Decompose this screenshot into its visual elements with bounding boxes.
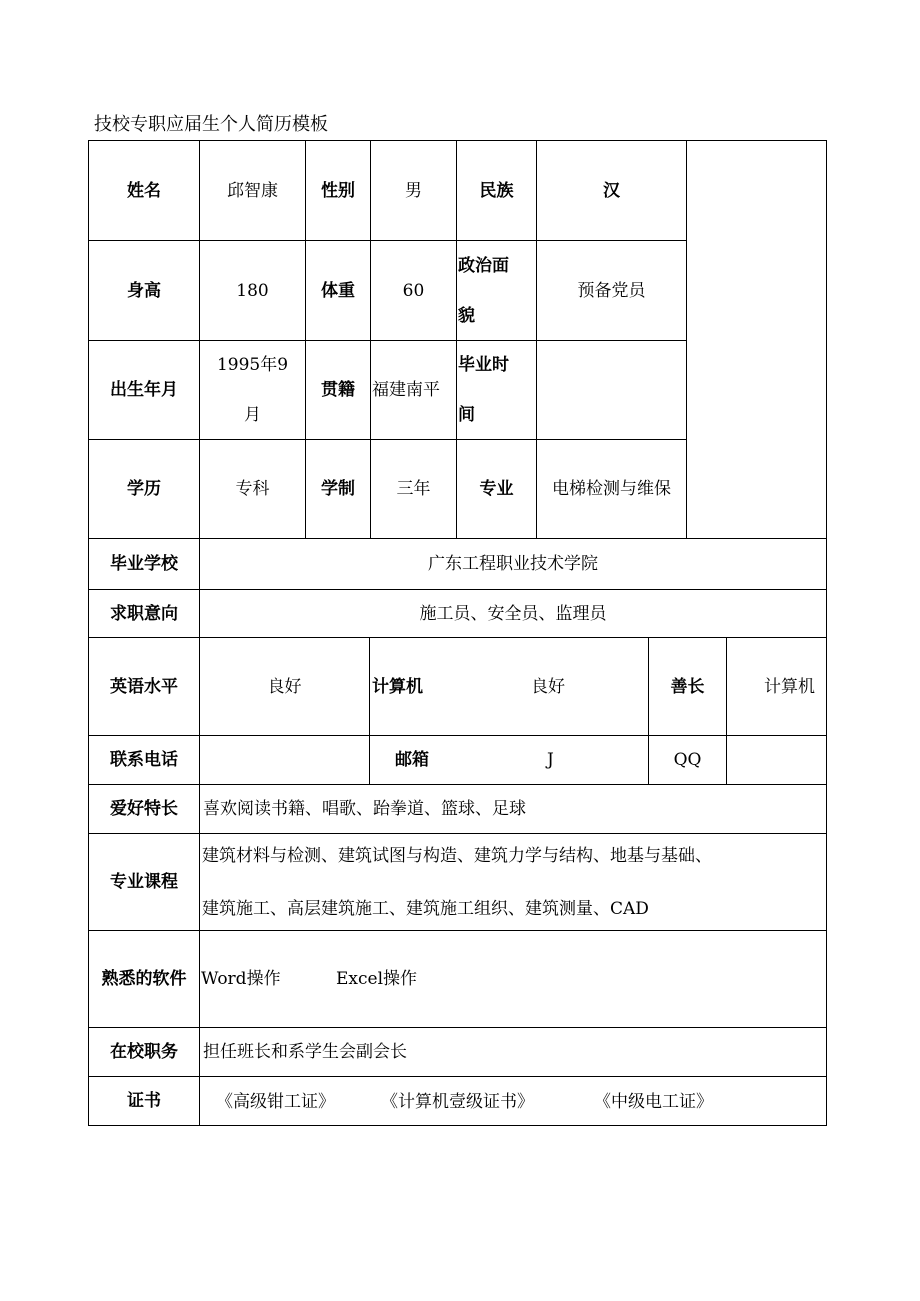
education-label: 学历 bbox=[127, 479, 161, 499]
certificate-computer: 《计算机壹级证书》 bbox=[381, 1092, 534, 1112]
height-value: 180 bbox=[236, 280, 269, 301]
email-value: J bbox=[547, 750, 554, 770]
software-item-word: Word操作 bbox=[201, 969, 281, 989]
weight-value: 60 bbox=[402, 280, 425, 301]
qq-value bbox=[727, 736, 826, 784]
specialty-label: 善长 bbox=[670, 676, 705, 697]
resume-table bbox=[88, 140, 827, 1126]
email-label: 邮箱 bbox=[395, 750, 429, 770]
table-border-right bbox=[826, 140, 827, 1126]
intention-value: 施工员、安全员、监理员 bbox=[419, 603, 607, 624]
software-label: 熟悉的软件 bbox=[101, 969, 187, 989]
graduation-value bbox=[537, 341, 686, 439]
courses-line-1: 建筑材料与检测、建筑试图与构造、建筑力学与结构、地基与基础、 bbox=[202, 846, 712, 866]
duration-label: 学制 bbox=[321, 479, 355, 499]
name-value: 邱智康 bbox=[227, 180, 278, 201]
photo-area bbox=[687, 141, 826, 538]
ethnicity-value: 汉 bbox=[603, 180, 620, 201]
document-title: 技校专职应届生个人简历模板 bbox=[94, 114, 328, 135]
position-label: 在校职务 bbox=[110, 1042, 178, 1062]
certificate-electrician: 《中级电工证》 bbox=[594, 1092, 713, 1112]
school-value: 广东工程职业技术学院 bbox=[428, 554, 598, 574]
political-label: 政治面貌 bbox=[458, 255, 509, 326]
major-label: 专业 bbox=[479, 479, 514, 499]
computer-label: 计算机 bbox=[372, 677, 423, 697]
weight-label: 体重 bbox=[321, 280, 355, 301]
origin-value: 福建南平 bbox=[372, 380, 440, 400]
hobbies-value: 喜欢阅读书籍、唱歌、跆拳道、篮球、足球 bbox=[203, 799, 526, 819]
qq-label: QQ bbox=[673, 750, 702, 770]
intention-label: 求职意向 bbox=[110, 603, 178, 624]
specialty-value: 计算机 bbox=[764, 676, 815, 697]
ethnicity-label: 民族 bbox=[479, 180, 514, 201]
name-label: 姓名 bbox=[127, 180, 161, 201]
birth-value: 1995年9月 bbox=[216, 355, 289, 425]
column-divider bbox=[369, 637, 370, 785]
certificate-fitter: 《高级钳工证》 bbox=[216, 1092, 335, 1112]
school-label: 毕业学校 bbox=[110, 554, 178, 574]
position-value: 担任班长和系学生会副会长 bbox=[203, 1042, 407, 1062]
courses-label: 专业课程 bbox=[110, 872, 178, 892]
hobbies-label: 爱好特长 bbox=[110, 799, 178, 819]
major-value: 电梯检测与维保 bbox=[552, 479, 671, 499]
phone-value bbox=[200, 736, 369, 784]
height-label: 身高 bbox=[127, 280, 161, 301]
computer-value: 良好 bbox=[531, 677, 565, 697]
political-value: 预备党员 bbox=[577, 280, 646, 301]
english-value: 良好 bbox=[267, 676, 302, 697]
origin-label: 贯籍 bbox=[321, 380, 355, 400]
education-value: 专科 bbox=[235, 479, 270, 499]
gender-label: 性别 bbox=[321, 180, 355, 201]
certificates-label: 证书 bbox=[127, 1091, 161, 1111]
birth-label: 出生年月 bbox=[110, 380, 178, 400]
courses-line-2: 建筑施工、高层建筑施工、建筑施工组织、建筑测量、CAD bbox=[202, 899, 649, 919]
graduation-label: 毕业时间 bbox=[458, 355, 509, 425]
software-item-excel: Excel操作 bbox=[336, 969, 418, 989]
phone-label: 联系电话 bbox=[110, 750, 178, 770]
duration-value: 三年 bbox=[396, 479, 431, 499]
gender-value: 男 bbox=[405, 180, 422, 201]
english-label: 英语水平 bbox=[110, 676, 178, 697]
